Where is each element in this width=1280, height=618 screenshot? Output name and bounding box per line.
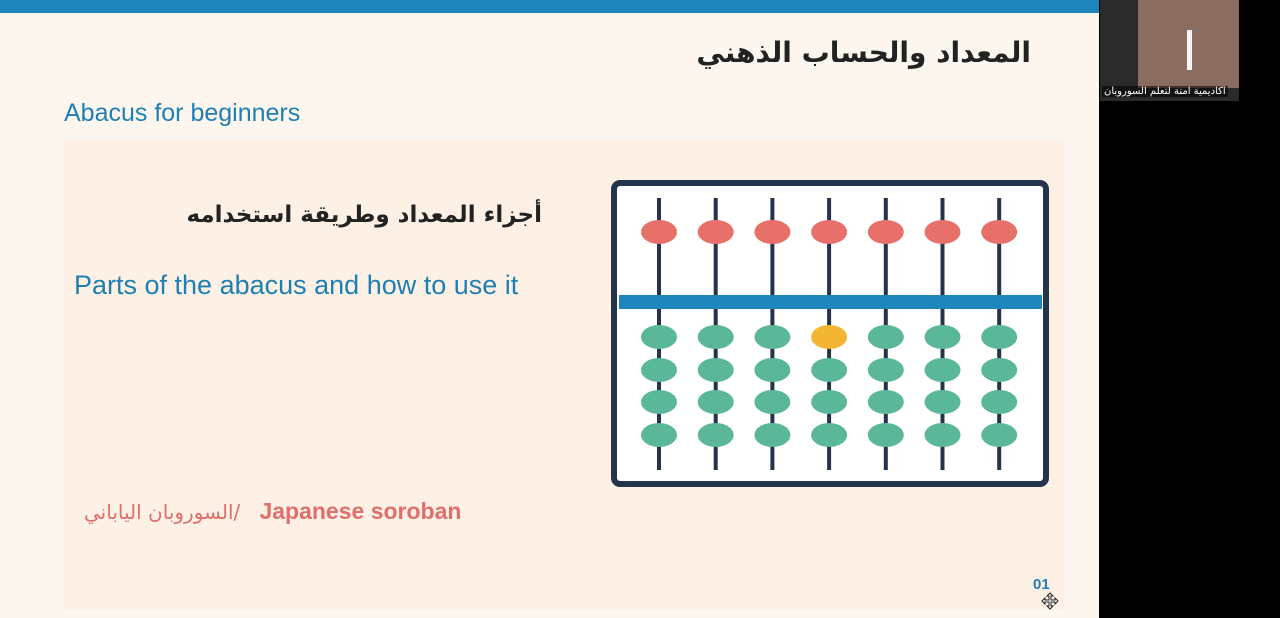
abacus-divider-bar	[619, 295, 1042, 309]
abacus-upper-bead	[641, 220, 677, 244]
abacus-lower-bead	[925, 358, 961, 382]
slide-subtitle-english: Parts of the abacus and how to use it	[74, 270, 519, 300]
abacus-lower-bead	[698, 358, 734, 382]
abacus-upper-bead	[868, 220, 904, 244]
abacus-lower-bead	[754, 358, 790, 382]
abacus-lower-bead	[754, 325, 790, 349]
caption-english: Japanese soroban	[259, 498, 462, 524]
abacus-lower-bead	[754, 423, 790, 447]
page-number: 01	[1033, 576, 1050, 593]
abacus-lower-bead	[925, 390, 961, 414]
abacus-lower-bead	[925, 423, 961, 447]
abacus-upper-bead	[981, 220, 1017, 244]
abacus-illustration	[611, 180, 1051, 488]
abacus-lower-bead	[641, 325, 677, 349]
abacus-lower-bead	[868, 325, 904, 349]
abacus-lower-bead	[868, 358, 904, 382]
abacus-lower-bead	[925, 325, 961, 349]
caption-arabic: السوروبان الياباني/	[84, 500, 241, 524]
abacus-lower-bead	[981, 390, 1017, 414]
abacus-upper-bead	[754, 220, 790, 244]
participant-name-label: اكاديمية امنة لتعلم السوروبان	[1104, 86, 1226, 97]
abacus-lower-bead	[868, 390, 904, 414]
abacus-upper-bead	[698, 220, 734, 244]
abacus-lower-bead	[981, 325, 1017, 349]
slide-title-english: Abacus for beginners	[64, 99, 301, 127]
slide-top-bar	[0, 0, 1099, 13]
abacus-lower-bead	[981, 423, 1017, 447]
slide-title-arabic: المعداد والحساب الذهني	[696, 36, 1031, 69]
abacus-lower-bead	[698, 390, 734, 414]
abacus-lower-bead	[811, 358, 847, 382]
participant-video-tile[interactable]	[1100, 0, 1239, 101]
abacus-lower-bead	[641, 423, 677, 447]
abacus-upper-bead	[925, 220, 961, 244]
slide-subtitle-arabic: أجزاء المعداد وطريقة استخدامه	[186, 202, 542, 228]
abacus-lower-bead	[754, 390, 790, 414]
abacus-lower-bead	[641, 358, 677, 382]
abacus-lower-bead	[811, 423, 847, 447]
abacus-upper-bead	[811, 220, 847, 244]
abacus-lower-bead	[811, 390, 847, 414]
video-object	[1187, 30, 1192, 70]
abacus-lower-bead	[698, 423, 734, 447]
abacus-lower-bead	[698, 325, 734, 349]
abacus-lower-bead	[868, 423, 904, 447]
soroban-caption	[84, 498, 461, 525]
abacus-lower-bead	[641, 390, 677, 414]
abacus-highlighted-bead	[811, 325, 847, 349]
abacus-lower-bead	[981, 358, 1017, 382]
move-cursor-icon	[1041, 592, 1059, 610]
